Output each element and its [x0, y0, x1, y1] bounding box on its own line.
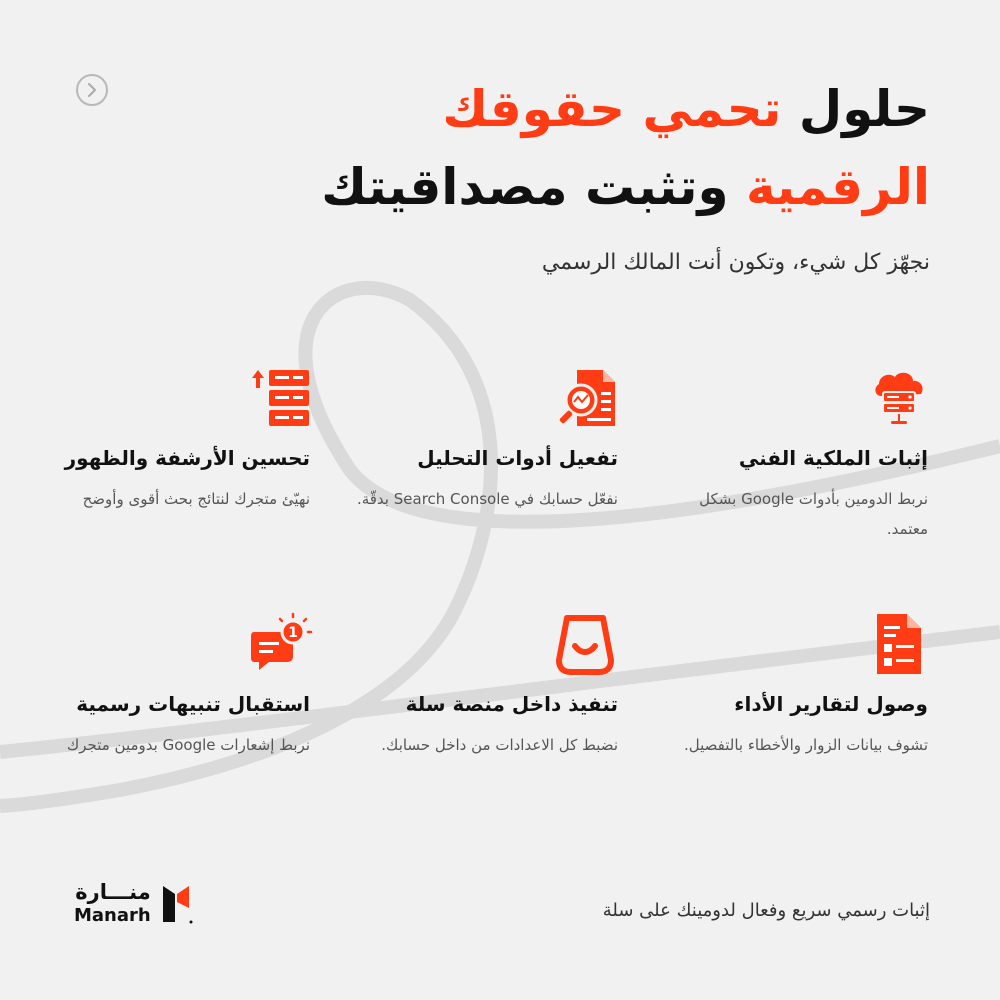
brand-name-en: Manarh [74, 905, 151, 926]
feature-description: نفعّل حسابك في Search Console بدقّة. [356, 490, 618, 508]
feature-card-ownership [658, 366, 928, 544]
manarh-logo-icon [159, 882, 193, 926]
salla-store-icon [549, 612, 621, 676]
brand-wordmark [74, 880, 151, 928]
headline-line-2 [310, 148, 930, 226]
subtitle: نجهّز كل شيء، وتكون أنت المالك الرسمي [541, 250, 930, 275]
feature-title: تنفيذ داخل منصة سلة [405, 692, 618, 716]
brand-name-ar: منـــارة [75, 880, 151, 904]
cloud-server-icon [867, 366, 931, 430]
report-document-icon [867, 612, 931, 676]
headline-accent: تحمي حقوقك [442, 80, 782, 138]
feature-description: نربط الدومين بأدوات Google بشكل معتمد. [699, 490, 928, 538]
feature-card-alerts [40, 612, 310, 760]
feature-title: تفعيل أدوات التحليل [417, 446, 618, 470]
headline-accent: الرقمية [745, 158, 930, 216]
ranking-bars-icon [249, 366, 313, 430]
feature-title: استقبال تنبيهات رسمية [76, 692, 310, 716]
headline [310, 70, 930, 226]
headline-word: حلول [798, 80, 930, 138]
brand-logo [74, 880, 193, 928]
feature-description: نربط إشعارات Google بدومين متجرك [66, 736, 310, 754]
next-slide-button[interactable] [76, 74, 108, 106]
footer-tagline: إثبات رسمي سريع وفعال لدومينك على سلة [602, 900, 930, 921]
feature-description: نهيّئ متجرك لنتائج بحث أقوى وأوضح [82, 490, 310, 508]
feature-card-reports [658, 612, 928, 760]
feature-card-analytics [348, 366, 618, 514]
notification-chat-icon [249, 612, 313, 676]
feature-card-salla [348, 612, 618, 760]
feature-title: إثبات الملكية الفني [738, 446, 928, 470]
chevron-right-icon [86, 83, 98, 97]
feature-description: تشوف بيانات الزوار والأخطاء بالتفصيل. [684, 736, 928, 754]
headline-line-1 [310, 70, 930, 148]
feature-title: وصول لتقارير الأداء [734, 692, 928, 716]
svg-text:1: 1 [288, 625, 298, 641]
headline-word: وتثبت مصداقيتك [321, 158, 729, 216]
feature-card-indexing [40, 366, 310, 514]
document-analytics-icon [557, 366, 621, 430]
feature-description: نضبط كل الاعدادات من داخل حسابك. [381, 736, 618, 754]
feature-title: تحسين الأرشفة والظهور [64, 446, 310, 470]
